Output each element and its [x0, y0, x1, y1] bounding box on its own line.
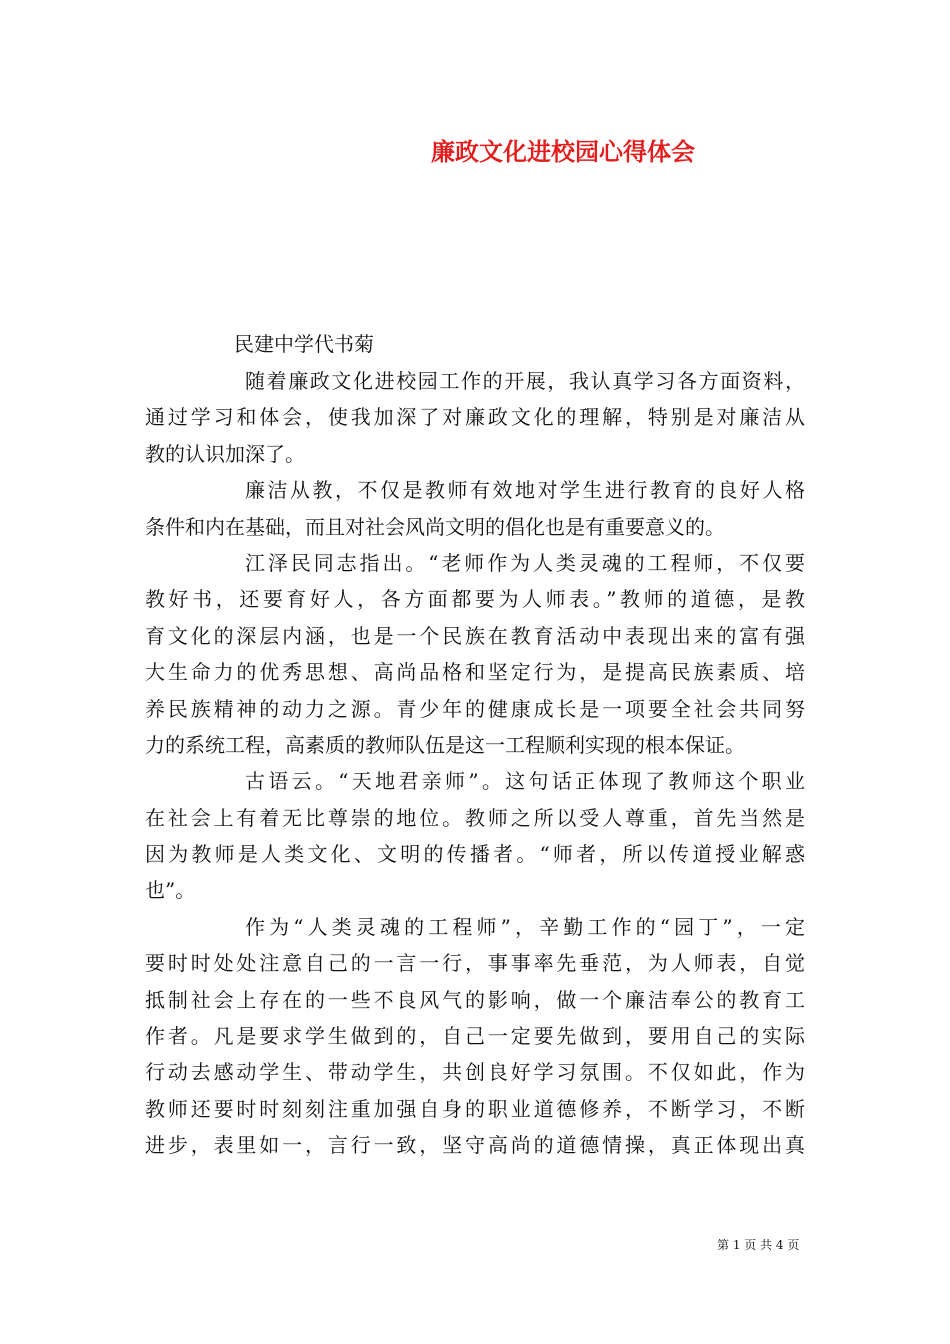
paragraph-line: 也”。 [145, 878, 196, 903]
paragraph-line: 抵制社会上存在的一些不良风气的影响，做一个廉洁奉公的教育工 [145, 987, 805, 1012]
paragraph-line: 要时时处处注意自己的一言一行，事事率先垂范，为人师表，自觉 [145, 951, 805, 976]
page-number-footer: 第 1 页 共 4 页 [717, 1238, 800, 1252]
paragraph-line: 古语云。“天地君亲师”。这句话正体现了教师这个职业 [245, 769, 805, 794]
paragraph-line: 作者。凡是要求学生做到的，自己一定要先做到，要用自己的实际 [145, 1024, 805, 1049]
document-title: 廉政文化进校园心得体会 [431, 137, 695, 166]
paragraph-line: 因为教师是人类文化、文明的传播者。“师者，所以传道授业解惑 [145, 842, 805, 867]
paragraph-line: 行动去感动学生、带动学生，共创良好学习氛围。不仅如此，作为 [145, 1060, 805, 1085]
paragraph-line: 教好书，还要育好人，各方面都要为人师表。”教师的道德，是教 [145, 587, 805, 612]
document-body [145, 363, 805, 1164]
paragraph-line: 教师还要时时刻刻注重加强自身的职业道德修养，不断学习，不断 [145, 1096, 805, 1121]
document-author: 民建中学代书菊 [234, 332, 374, 356]
paragraph [145, 363, 805, 472]
paragraph [145, 763, 805, 909]
paragraph-line: 在社会上有着无比尊崇的地位。教师之所以受人尊重，首先当然是 [145, 805, 805, 830]
paragraph-line: 条件和内在基础，而且对社会风尚文明的倡化也是有重要意义的。 [145, 514, 725, 539]
paragraph [145, 909, 805, 1164]
paragraph-line: 作为“人类灵魂的工程师”，辛勤工作的“园丁”，一定 [245, 914, 805, 939]
paragraph-line: 随着廉政文化进校园工作的开展，我认真学习各方面资料， [245, 369, 805, 393]
paragraph-line: 养民族精神的动力之源。青少年的健康成长是一项要全社会共同努 [145, 696, 805, 721]
paragraph-line: 通过学习和体会，使我加深了对廉政文化的理解，特别是对廉洁从 [145, 405, 805, 430]
paragraph-line: 力的系统工程，高素质的教师队伍是这一工程顺利实现的根本保证。 [145, 732, 745, 757]
paragraph-line: 廉洁从教，不仅是教师有效地对学生进行教育的良好人格 [245, 478, 805, 503]
paragraph [145, 472, 805, 545]
paragraph-line: 大生命力的优秀思想、高尚品格和坚定行为，是提高民族素质、培 [145, 660, 805, 685]
paragraph [145, 545, 805, 763]
paragraph-line: 江泽民同志指出。“老师作为人类灵魂的工程师，不仅要 [245, 550, 805, 575]
paragraph-line: 育文化的深层内涵，也是一个民族在教育活动中表现出来的富有强 [145, 623, 805, 648]
paragraph-line: 进步，表里如一，言行一致，坚守高尚的道德情操，真正体现出真 [145, 1133, 805, 1158]
paragraph-line: 教的认识加深了。 [145, 441, 305, 466]
